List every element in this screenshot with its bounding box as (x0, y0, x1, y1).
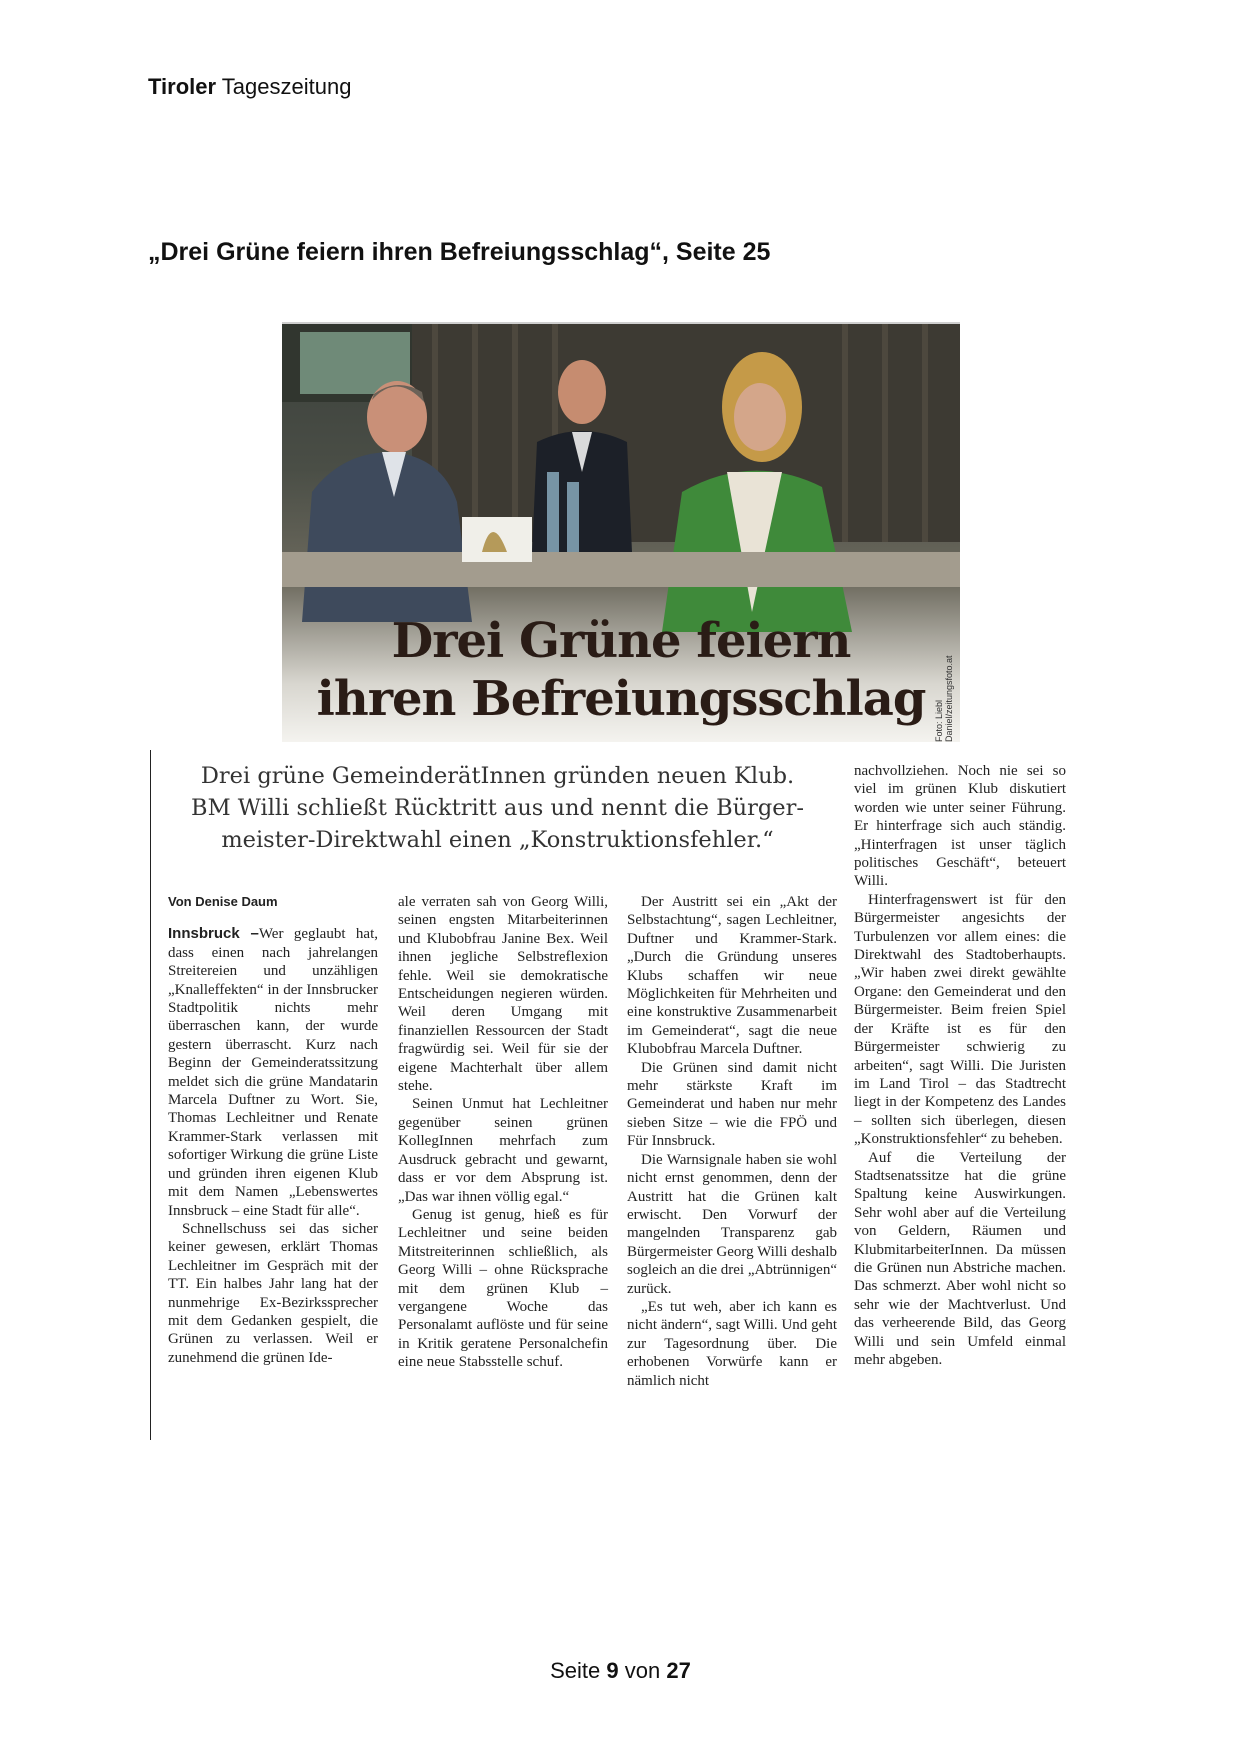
article-column-4 (854, 762, 1066, 1369)
article-lead (165, 760, 830, 856)
publication-name-bold: Tiroler (148, 74, 217, 99)
clipping-headline (282, 612, 960, 728)
lead-line-2: BM Willi schließt Rücktritt aus und nennt die Bürger- (191, 795, 804, 821)
footer-of-label: von (624, 1658, 661, 1683)
photo-credit: Foto: Liebl Daniel/zeitungsfoto.at (934, 655, 954, 742)
col3-paragraph-2: Die Grünen sind damit nicht mehr stärkste Kraft im Gemeinderat und haben nur mehr sieben Sitze – wie die FPÖ und Für Innsbruck. (627, 1059, 837, 1150)
clipping-headline-line-1: Drei Grüne feiern (391, 613, 851, 669)
lead-line-1: Drei grüne GemeinderätInnen gründen neuen Klub. (200, 763, 795, 789)
byline: Von Denise Daum (168, 894, 278, 909)
clipping-headline-line-2: ihren Befreiungsschlag (316, 671, 926, 727)
col2-paragraph-2: Seinen Unmut hat Lechleitner gegenüber seinen grünen KollegInnen mehrfach zum Ausdruck gebracht und gewarnt, dass er vor dem Absprung ist. „Das war ihnen völlig egal.“ (398, 1096, 608, 1205)
col4-paragraph-2: Hinterfragenswert ist für den Bürgermeister angesichts der Turbulenzen vor allem eines: die Direktwahl des Stadtoberhaupts. „Wir haben zwei direkt gewählte Organe: den Gemeinderat und den Bürgermeister. Beim freien Spiel der Kräfte ist es für den Bürgermeister schwierig zu arbeiten“, sagt Willi. Die Juristen im Land Tirol – das Stadtrecht liegt in der Kompetenz des Landes – sollten sich überlegen, diesen „Konstruktionsfehler“ zu beheben. (854, 891, 1066, 1148)
col2-paragraph-3: Genug ist genug, hieß es für Lechleitner und seine beiden Mitstreiterinnen schließlich, als Georg Willi – ohne Rücksprache mit dem grünen Klub – vergangene Woche das Personalamt auflöste und für seine in Kritik geratene Personalchefin eine neue Stabsstelle schuf. (398, 1206, 608, 1371)
dateline-place: Innsbruck – (168, 925, 259, 943)
col1-paragraph-1 (168, 925, 378, 1220)
column-rule (150, 750, 151, 1440)
col3-paragraph-3: Die Warnsignale haben sie wohl nicht ernst genommen, denn der Austritt hat die Grünen kalt erwischt. Den Vorwurf der mangelnden Transparenz gab Bürgermeister Georg Willi deshalb sogleich an die drei „Abtrünnigen“ zurück. (627, 1151, 837, 1297)
article-column-2 (398, 893, 608, 1372)
publication-name (148, 74, 351, 100)
article-column-3 (627, 893, 837, 1390)
photo-top-border (282, 322, 960, 324)
news-clipping-photo (282, 322, 960, 742)
footer-page-number: 9 (606, 1658, 619, 1683)
col1-paragraph-1-text: Wer geglaubt hat, dass einen nach jahrelangen Streitereien und unzähligen „Knalleffekten“ in der Innsbrucker Stadtpolitik nichts mehr überraschen kann, der wurde gestern überrascht. Kurz nach Beginn der Gemeinderatssitzung meldet sich die grüne Mandatarin Marcela Duftner zu Wort. Sie, Thomas Lechleitner und Renate Krammer-Stark verlassen mit sofortiger Wirkung die grüne Liste und gründen ihren eigenen Klub mit dem Namen „Lebenswertes Innsbruck – eine Stadt für alle“. (168, 926, 378, 1219)
footer-page-total: 27 (666, 1658, 691, 1683)
col4-paragraph-1: nachvollziehen. Noch nie sei so viel im grünen Klub diskutiert worden wie unter seiner Führung. Er hinterfrage sich auch ständig. „Hinterfragen ist unser täglich politisches Geschäft“, beteuert Willi. (854, 763, 1066, 890)
col3-paragraph-4: „Es tut weh, aber ich kann es nicht ändern“, sagt Willi. Und geht zur Tagesordnung über. Die erhobenen Vorwürfe kann er nämlich nicht (627, 1298, 837, 1389)
publication-name-rest: Tageszeitung (221, 74, 352, 99)
col2-paragraph-1: ale verraten sah von Georg Willi, seinen engsten Mitarbeiterinnen und Klubobfrau Janine Bex. Weil ihnen jegliche Selbstreflexion fehle. Weil sie demokratische Entscheidungen negieren würden. Weil deren Umgang mit finanziellen Ressourcen der Stadt fragwürdig sei. Weil für sie der eigene Machterhalt über allem stehe. (398, 894, 608, 1095)
footer-page-label: Seite (550, 1658, 601, 1683)
col3-paragraph-1: Der Austritt sei ein „Akt der Selbstachtung“, sagen Lechleitner, Duftner und Krammer-Stark. „Durch die Gründung unseres Klubs schaffen wir neue Möglichkeiten für Mehrheiten und eine konstruktive Zusammenarbeit im Gemeinderat“, sagt die neue Klubobfrau Marcela Duftner. (627, 894, 837, 1058)
lead-line-3: meister-Direktwahl einen „Konstruktionsfehler.“ (221, 827, 774, 853)
col4-paragraph-3: Auf die Verteilung der Stadtsenatssitze hat die grüne Spaltung keine Auswirkungen. Sehr wohl aber auf die Verteilung von Geldern, Räumen und KlubmitarbeiterInnen. Da müssen die Grünen nun Abstriche machen. Das schmerzt. Aber wohl nicht so sehr wie der Machtverlust. Und das verheerende Bild, das Georg Willi und sein Umfeld einmal mehr abgeben. (854, 1149, 1066, 1368)
article-column-1 (168, 893, 378, 1367)
page-footer (0, 1658, 1241, 1684)
col1-paragraph-2: Schnellschuss sei das sicher keiner gewesen, erklärt Thomas Lechleitner im Gespräch mit der TT. Ein halbes Jahr lang hat der nunmehrige Ex-Bezirkssprecher mit dem Gedanken gespielt, die Grünen zu verlassen. Weil er zunehmend die grünen Ide- (168, 1220, 378, 1366)
article-reference-title: „Drei Grüne feiern ihren Befreiungsschlag“, Seite 25 (148, 238, 771, 266)
